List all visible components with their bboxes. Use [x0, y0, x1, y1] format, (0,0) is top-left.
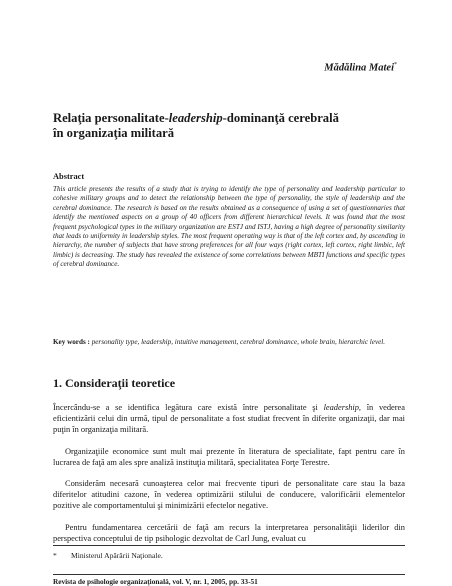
abstract-text: This article presents the results of a study that is trying to identify the type of personality and leadership particular to cohesive military groups and to detect the relationship between the type of personality, the style of leadership and the cerebral dominance. The research is based on the results obtained as a consequence of using a set of questionnaries that identify the mentioned aspects on a group of 40 officers from different hierarchical levels. It was found that the most frequent psychological types in the military organization are ESTJ and ISTJ, having a high degree of personality similarity that leads to uniformity in leadership styles. The most frequent operating way is that of the left cortex and, by ascending in hierarchy, the number of subjects that have strong preferences for all four ways (right cortex, left cortex, right limbic, left limbic) is decreasing. The study has revealed the existence of some correlations between MBTI functions and specific types of cerebral dominance. — [53, 185, 405, 269]
footnote — [53, 551, 163, 560]
body-paragraph-2: Organizaţiile economice sunt mult mai prezente în literatura de specialitate, fapt pentru care în lucrarea de faţă am ales spre analiză instituţia militară, specialitatea Forţe Terestre. — [53, 447, 405, 467]
title-part-1: Relaţia personalitate- — [53, 111, 169, 125]
title-part-2: leadership — [168, 111, 223, 125]
paragraph-1-part-b: leadership — [323, 403, 359, 412]
author-name — [324, 62, 397, 74]
title-line-2: în organizaţia militară — [53, 126, 175, 140]
body-paragraph-3: Considerăm necesară cunoaşterea celor mai frecvente tipuri de personalitate care stau la baza diferitelor atitudini cazone, în vederea optimizării stilului de conducere, valorificării elementelor pozitive ale comportamentului şi minimizării efectelor negative. — [53, 479, 405, 510]
author-footnote-mark: * — [394, 62, 397, 68]
keywords-text: personality type, leadership, intuitive management, cerebral dominance, whole brain, hierarchic level. — [91, 338, 386, 346]
body-paragraph-1 — [53, 403, 405, 435]
paragraph-1-part-c: , în vederea eficientizării celui din urmă, tipul de personalitate a fost studiat frecvent în diferite organizaţii, dar mai puţin în organizaţia militară. — [53, 403, 405, 434]
abstract-heading: Abstract — [53, 172, 85, 181]
journal-citation: Revista de psihologie organizaţională, vol. V, nr. 1, 2005, pp. 33-51 — [53, 577, 258, 586]
footnote-divider — [53, 545, 405, 546]
keywords — [53, 338, 405, 348]
body-paragraph-4: Pentru fundamentarea cercetării de faţă am recurs la interpretarea personalităţii liderilor din perspectiva conceptului de tip psihologic dezvoltat de Carl Jung, evaluat cu — [53, 523, 405, 543]
section-heading: 1. Consideraţii teoretice — [53, 376, 176, 390]
author-name-text: Mădălina Matei — [324, 62, 394, 74]
footnote-text: Ministerul Apărării Naţionale. — [71, 551, 163, 560]
journal-divider — [53, 574, 405, 575]
paragraph-1-part-a: Încercându-se a se identifica legătura care există între personalitate şi — [53, 403, 324, 412]
keywords-label: Key words : — [53, 338, 90, 346]
footnote-mark: * — [53, 551, 57, 560]
article-title — [53, 111, 413, 141]
title-part-3: -dominanţă cerebrală — [222, 111, 339, 125]
